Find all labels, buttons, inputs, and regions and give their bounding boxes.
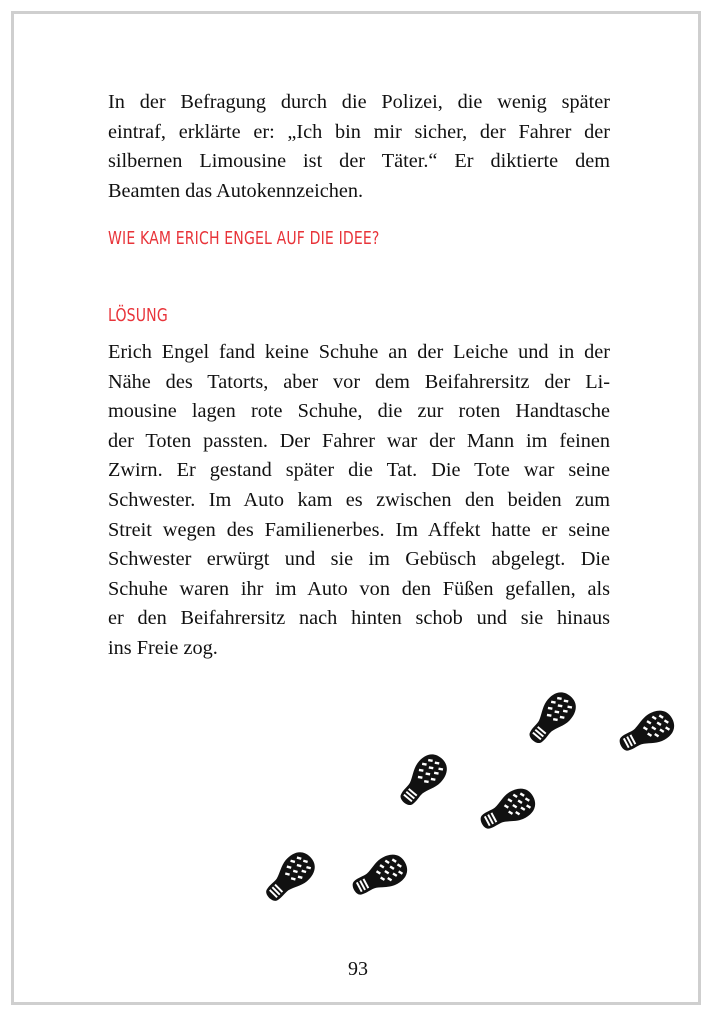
text-line: Streit wegen des Familienerbes. Im Affekt hatte er seine xyxy=(108,518,610,541)
question-heading: WIE KAM ERICH ENGEL AUF DIE IDEE? xyxy=(108,228,380,249)
shoe-print-icon xyxy=(347,849,412,903)
text-line: Nähe des Tatorts, aber vor dem Beifahrersitz der Li- xyxy=(108,370,610,393)
text-line: er den Beifahrersitz nach hinten schob und sie hinaus xyxy=(108,607,610,630)
text-line: eintraf, erklärte er: „Ich bin mir sicher, der Fahrer der xyxy=(108,120,610,143)
text-line: mousine lagen rote Schuhe, die zur roten Handtasche xyxy=(108,400,610,423)
text-line: Schwester. Im Auto kam es zwischen den beiden zum xyxy=(108,488,610,511)
text-line: silbernen Limousine ist der Täter.“ Er diktierte dem xyxy=(108,150,610,173)
shoe-print-icon xyxy=(475,783,540,837)
text-line: Schuhe waren ihr im Auto von den Füßen gefallen, als xyxy=(108,577,610,600)
text-line: Beamten das Autokennzeichen. xyxy=(108,179,364,202)
shoe-print-icon xyxy=(259,846,321,908)
text-line: Schwester erwürgt und sie im Gebüsch abgelegt. Die xyxy=(108,548,610,571)
shoe-print-icon xyxy=(614,705,679,759)
text-line: der Toten passten. Der Fahrer war der Mann im feinen xyxy=(108,429,610,452)
page-number: 93 xyxy=(348,958,368,980)
text-line: ins Freie zog. xyxy=(108,636,218,659)
text-line: Erich Engel fand keine Schuhe an der Leiche und in der xyxy=(108,341,610,363)
text-line: Zwirn. Er gestand später die Tat. Die Tote war seine xyxy=(108,459,610,482)
shoe-print-icon xyxy=(522,686,582,750)
shoe-print-icon xyxy=(393,748,453,812)
solution-heading: LÖSUNG xyxy=(108,305,168,326)
text-line: In der Befragung durch die Polizei, die wenig später xyxy=(108,91,610,113)
